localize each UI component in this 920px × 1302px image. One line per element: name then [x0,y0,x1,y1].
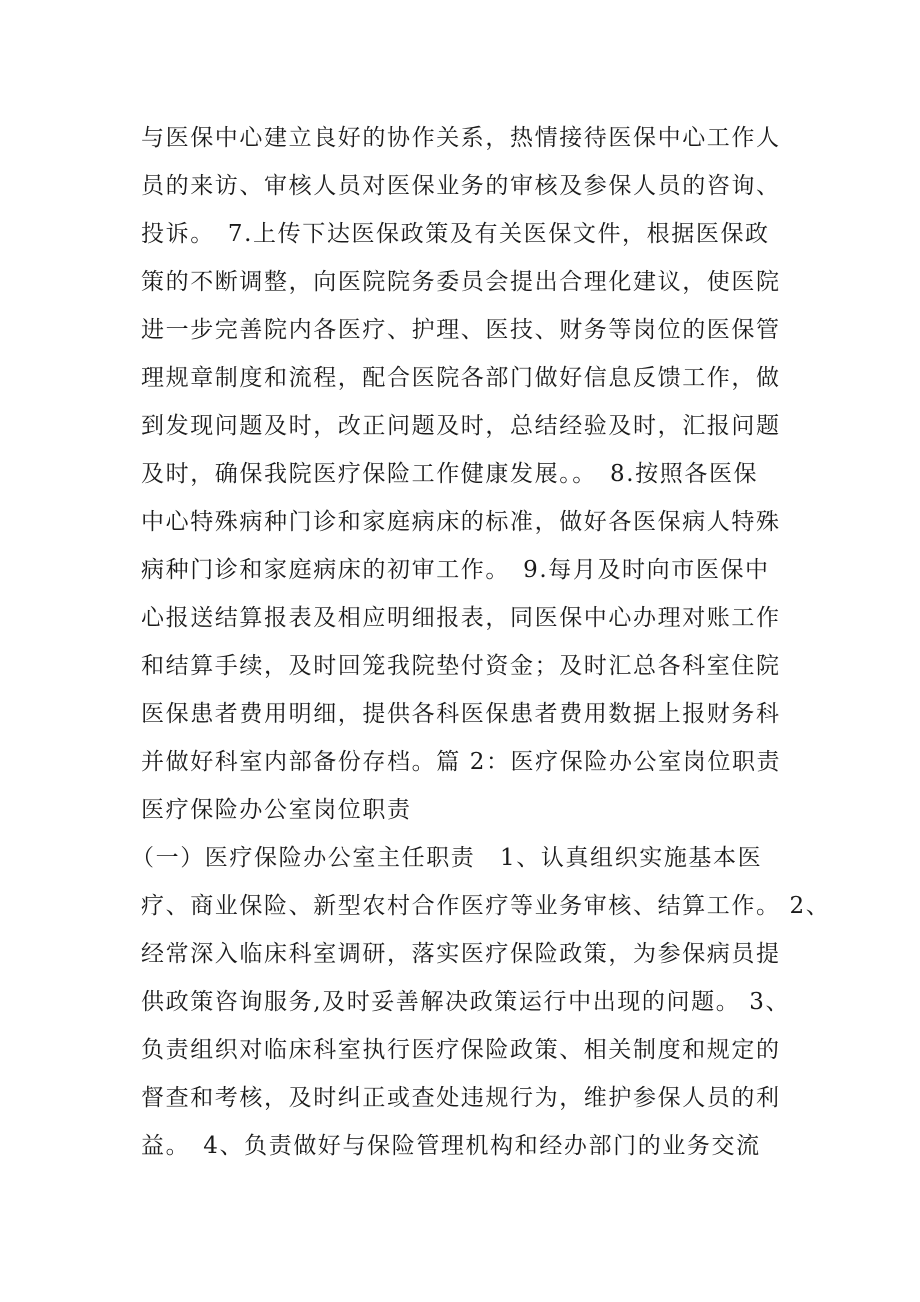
text-line: 病种门诊和家庭病床的初审工作。 9.每月及时向市医保中 [141,557,770,583]
text-line: 投诉。 7.上传下达医保政策及有关医保文件，根据医保政 [141,221,770,247]
text-line: （一）医疗保险办公室主任职责 1、认真组织实施基本医 [131,845,763,871]
text-line: 疗、商业保险、新型农村合作医疗等业务审核、结算工作。 2、 [141,893,831,919]
text-line: 策的不断调整，向医院院务委员会提出合理化建议，使医院 [141,269,781,295]
text-line: 中心特殊病种门诊和家庭病床的标准，做好各医保病人特殊 [141,509,781,535]
text-line: 到发现问题及时，改正问题及时，总结经验及时，汇报问题 [141,413,781,439]
text-line: 与医保中心建立良好的协作关系，热情接待医保中心工作人 [141,125,781,151]
text-line: 供政策咨询服务,及时妥善解决政策运行中出现的问题。 3、 [141,989,791,1015]
text-line: 经常深入临床科室调研，落实医疗保险政策，为参保病员提 [141,941,781,967]
text-line: 益。 4、负责做好与保险管理机构和经办部门的业务交流 [141,1133,761,1159]
text-line: 和结算手续，及时回笼我院垫付资金；及时汇总各科室住院 [141,653,781,679]
text-line: 员的来访、审核人员对医保业务的审核及参保人员的咨询、 [141,173,781,199]
text-line: 医保患者费用明细，提供各科医保患者费用数据上报财务科 [141,701,781,727]
text-line: 并做好科室内部备份存档。篇 2：医疗保险办公室岗位职责 [141,749,782,775]
text-line: 理规章制度和流程，配合医院各部门做好信息反馈工作，做 [141,365,781,391]
section-heading: 医疗保险办公室岗位职责 [141,797,412,823]
text-line: 心报送结算报表及相应明细报表，同医保中心办理对账工作 [141,605,781,631]
text-line: 负责组织对临床科室执行医疗保险政策、相关制度和规定的 [141,1037,781,1063]
text-line: 进一步完善院内各医疗、护理、医技、财务等岗位的医保管 [141,317,781,343]
text-line: 督查和考核，及时纠正或查处违规行为，维护参保人员的利 [141,1085,781,1111]
text-line: 及时，确保我院医疗保险工作健康发展。。 8.按照各医保 [141,461,759,487]
